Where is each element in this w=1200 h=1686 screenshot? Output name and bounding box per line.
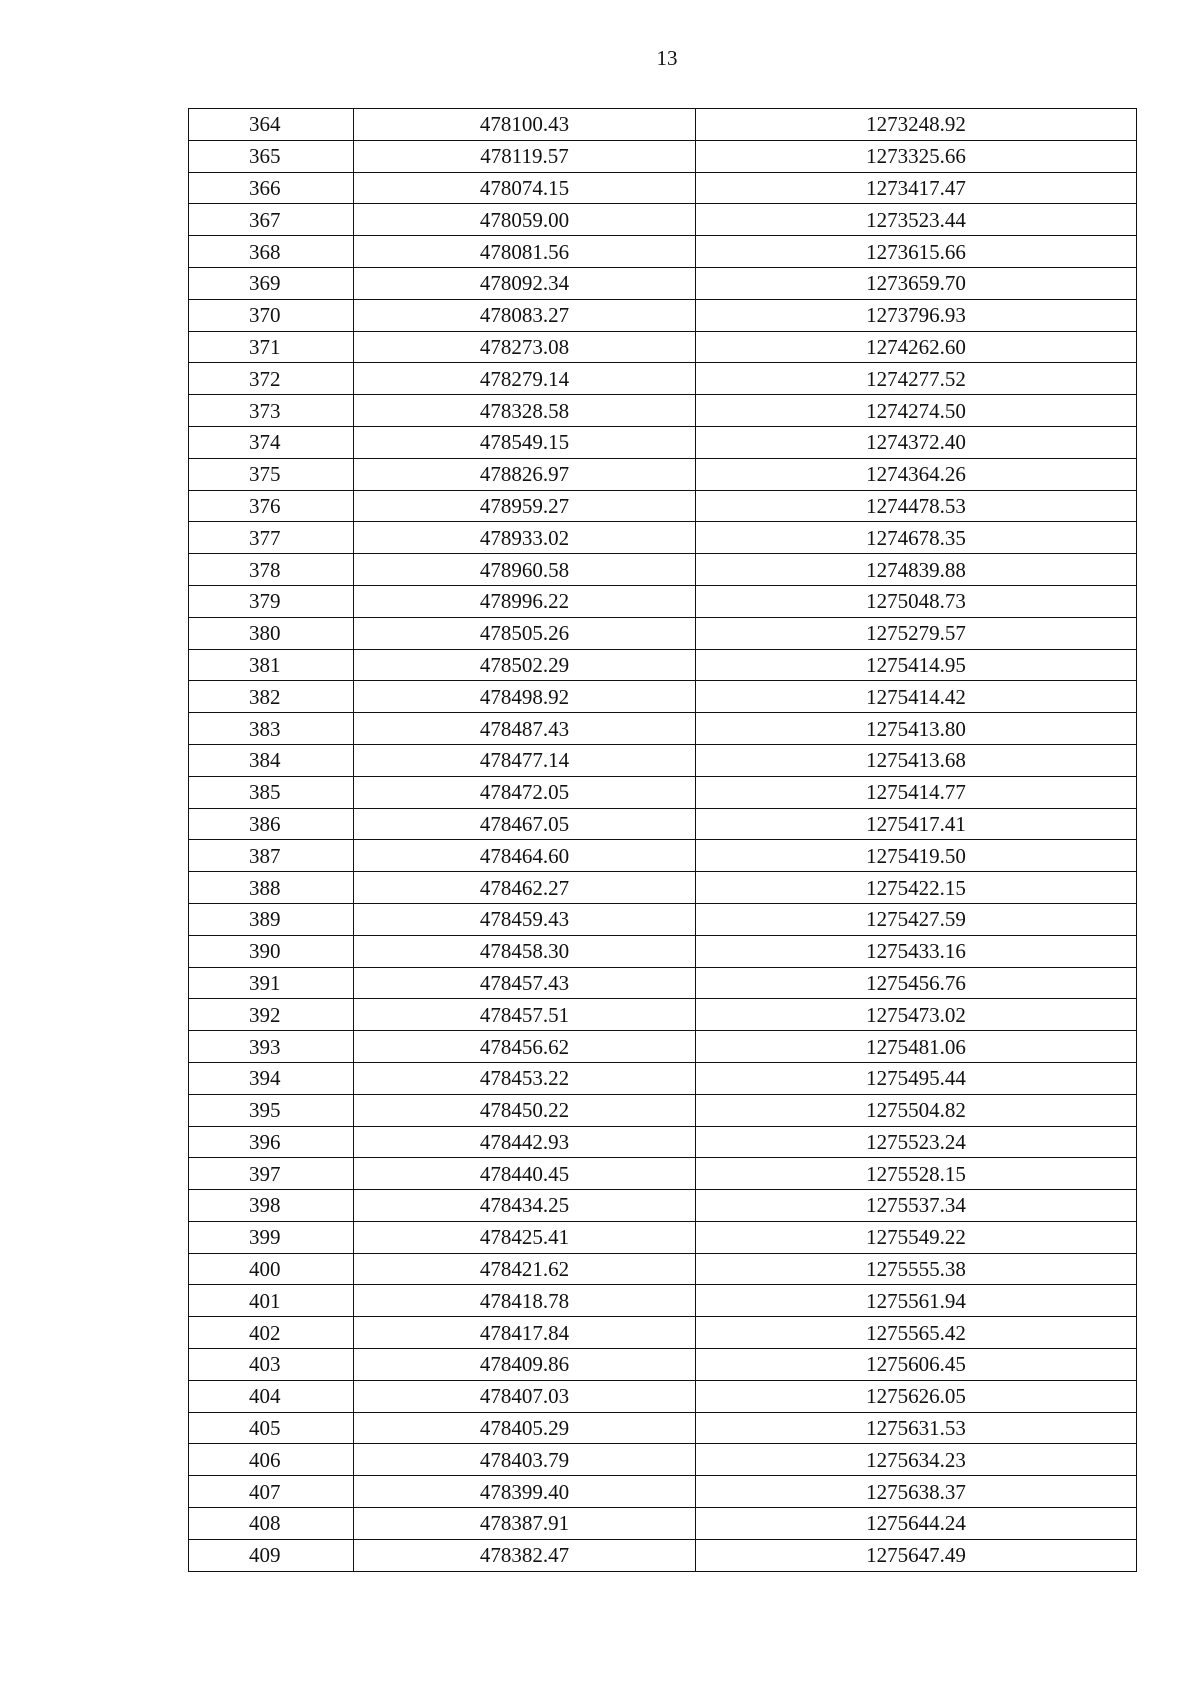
table-row [189, 1412, 1137, 1444]
point-number-cell: 380 [189, 617, 354, 649]
y-coordinate-cell: 1275626.05 [696, 1380, 1137, 1412]
x-coordinate-cell: 478459.43 [354, 903, 696, 935]
y-coordinate-cell: 1275528.15 [696, 1158, 1137, 1190]
y-coordinate-cell: 1275422.15 [696, 872, 1137, 904]
table-row [189, 1190, 1137, 1222]
point-number-cell: 385 [189, 776, 354, 808]
x-coordinate-cell: 478409.86 [354, 1349, 696, 1381]
point-number-cell: 397 [189, 1158, 354, 1190]
table-row [189, 267, 1137, 299]
y-coordinate-cell: 1275427.59 [696, 903, 1137, 935]
y-coordinate-cell: 1275481.06 [696, 1031, 1137, 1063]
point-number-cell: 370 [189, 299, 354, 331]
point-number-cell: 398 [189, 1190, 354, 1222]
x-coordinate-cell: 478442.93 [354, 1126, 696, 1158]
table-row [189, 585, 1137, 617]
point-number-cell: 375 [189, 458, 354, 490]
y-coordinate-cell: 1275473.02 [696, 999, 1137, 1031]
y-coordinate-cell: 1275631.53 [696, 1412, 1137, 1444]
y-coordinate-cell: 1273615.66 [696, 236, 1137, 268]
table-row [189, 617, 1137, 649]
point-number-cell: 379 [189, 585, 354, 617]
point-number-cell: 382 [189, 681, 354, 713]
point-number-cell: 386 [189, 808, 354, 840]
x-coordinate-cell: 478279.14 [354, 363, 696, 395]
table-row [189, 458, 1137, 490]
x-coordinate-cell: 478959.27 [354, 490, 696, 522]
point-number-cell: 374 [189, 426, 354, 458]
x-coordinate-cell: 478092.34 [354, 267, 696, 299]
x-coordinate-cell: 478100.43 [354, 109, 696, 141]
x-coordinate-cell: 478498.92 [354, 681, 696, 713]
table-row [189, 744, 1137, 776]
table-row [189, 1062, 1137, 1094]
x-coordinate-cell: 478458.30 [354, 935, 696, 967]
table-row [189, 681, 1137, 713]
y-coordinate-cell: 1275523.24 [696, 1126, 1137, 1158]
y-coordinate-cell: 1275549.22 [696, 1221, 1137, 1253]
table-row [189, 649, 1137, 681]
x-coordinate-cell: 478456.62 [354, 1031, 696, 1063]
table-row [189, 140, 1137, 172]
table-row [189, 935, 1137, 967]
y-coordinate-cell: 1274839.88 [696, 554, 1137, 586]
x-coordinate-cell: 478434.25 [354, 1190, 696, 1222]
table-row [189, 490, 1137, 522]
table-row [189, 236, 1137, 268]
table-row [189, 776, 1137, 808]
y-coordinate-cell: 1275638.37 [696, 1476, 1137, 1508]
table-row [189, 554, 1137, 586]
table-row [189, 1476, 1137, 1508]
page-number: 13 [656, 46, 678, 70]
point-number-cell: 399 [189, 1221, 354, 1253]
table-row [189, 1221, 1137, 1253]
x-coordinate-cell: 478425.41 [354, 1221, 696, 1253]
point-number-cell: 393 [189, 1031, 354, 1063]
table-row [189, 1317, 1137, 1349]
point-number-cell: 365 [189, 140, 354, 172]
point-number-cell: 366 [189, 172, 354, 204]
point-number-cell: 371 [189, 331, 354, 363]
x-coordinate-cell: 478933.02 [354, 522, 696, 554]
x-coordinate-cell: 478826.97 [354, 458, 696, 490]
table-row [189, 840, 1137, 872]
point-number-cell: 407 [189, 1476, 354, 1508]
x-coordinate-cell: 478464.60 [354, 840, 696, 872]
y-coordinate-cell: 1274364.26 [696, 458, 1137, 490]
x-coordinate-cell: 478960.58 [354, 554, 696, 586]
point-number-cell: 391 [189, 967, 354, 999]
x-coordinate-cell: 478440.45 [354, 1158, 696, 1190]
y-coordinate-cell: 1275537.34 [696, 1190, 1137, 1222]
y-coordinate-cell: 1275495.44 [696, 1062, 1137, 1094]
x-coordinate-cell: 478407.03 [354, 1380, 696, 1412]
x-coordinate-cell: 478059.00 [354, 204, 696, 236]
table-row [189, 1380, 1137, 1412]
table-row [189, 1158, 1137, 1190]
table-row [189, 363, 1137, 395]
y-coordinate-cell: 1275048.73 [696, 585, 1137, 617]
y-coordinate-cell: 1274372.40 [696, 426, 1137, 458]
x-coordinate-cell: 478403.79 [354, 1444, 696, 1476]
point-number-cell: 384 [189, 744, 354, 776]
table-row [189, 903, 1137, 935]
point-number-cell: 364 [189, 109, 354, 141]
point-number-cell: 395 [189, 1094, 354, 1126]
y-coordinate-cell: 1275504.82 [696, 1094, 1137, 1126]
y-coordinate-cell: 1274277.52 [696, 363, 1137, 395]
table-row [189, 1126, 1137, 1158]
y-coordinate-cell: 1275417.41 [696, 808, 1137, 840]
x-coordinate-cell: 478081.56 [354, 236, 696, 268]
table-row [189, 808, 1137, 840]
point-number-cell: 367 [189, 204, 354, 236]
coordinate-table-body [189, 109, 1137, 1572]
y-coordinate-cell: 1275555.38 [696, 1253, 1137, 1285]
y-coordinate-cell: 1275413.68 [696, 744, 1137, 776]
y-coordinate-cell: 1274262.60 [696, 331, 1137, 363]
point-number-cell: 392 [189, 999, 354, 1031]
point-number-cell: 404 [189, 1380, 354, 1412]
y-coordinate-cell: 1275433.16 [696, 935, 1137, 967]
y-coordinate-cell: 1273248.92 [696, 109, 1137, 141]
point-number-cell: 402 [189, 1317, 354, 1349]
y-coordinate-cell: 1275606.45 [696, 1349, 1137, 1381]
point-number-cell: 394 [189, 1062, 354, 1094]
y-coordinate-cell: 1274478.53 [696, 490, 1137, 522]
x-coordinate-cell: 478467.05 [354, 808, 696, 840]
table-row [189, 1094, 1137, 1126]
point-number-cell: 373 [189, 395, 354, 427]
table-row [189, 1444, 1137, 1476]
point-number-cell: 378 [189, 554, 354, 586]
table-row [189, 872, 1137, 904]
coordinate-table [188, 108, 1137, 1572]
y-coordinate-cell: 1275644.24 [696, 1508, 1137, 1540]
y-coordinate-cell: 1275647.49 [696, 1539, 1137, 1571]
x-coordinate-cell: 478453.22 [354, 1062, 696, 1094]
x-coordinate-cell: 478273.08 [354, 331, 696, 363]
y-coordinate-cell: 1273417.47 [696, 172, 1137, 204]
x-coordinate-cell: 478417.84 [354, 1317, 696, 1349]
point-number-cell: 409 [189, 1539, 354, 1571]
point-number-cell: 383 [189, 713, 354, 745]
y-coordinate-cell: 1274274.50 [696, 395, 1137, 427]
x-coordinate-cell: 478462.27 [354, 872, 696, 904]
y-coordinate-cell: 1275456.76 [696, 967, 1137, 999]
y-coordinate-cell: 1274678.35 [696, 522, 1137, 554]
point-number-cell: 377 [189, 522, 354, 554]
x-coordinate-cell: 478996.22 [354, 585, 696, 617]
point-number-cell: 408 [189, 1508, 354, 1540]
table-row [189, 967, 1137, 999]
point-number-cell: 400 [189, 1253, 354, 1285]
table-row [189, 713, 1137, 745]
y-coordinate-cell: 1275414.42 [696, 681, 1137, 713]
y-coordinate-cell: 1275565.42 [696, 1317, 1137, 1349]
x-coordinate-cell: 478457.43 [354, 967, 696, 999]
table-row [189, 1253, 1137, 1285]
point-number-cell: 401 [189, 1285, 354, 1317]
point-number-cell: 396 [189, 1126, 354, 1158]
y-coordinate-cell: 1275634.23 [696, 1444, 1137, 1476]
x-coordinate-cell: 478399.40 [354, 1476, 696, 1508]
y-coordinate-cell: 1273796.93 [696, 299, 1137, 331]
y-coordinate-cell: 1275419.50 [696, 840, 1137, 872]
point-number-cell: 372 [189, 363, 354, 395]
table-row [189, 172, 1137, 204]
x-coordinate-cell: 478502.29 [354, 649, 696, 681]
point-number-cell: 406 [189, 1444, 354, 1476]
table-row [189, 1349, 1137, 1381]
table-row [189, 204, 1137, 236]
y-coordinate-cell: 1275414.77 [696, 776, 1137, 808]
point-number-cell: 389 [189, 903, 354, 935]
x-coordinate-cell: 478487.43 [354, 713, 696, 745]
table-row [189, 331, 1137, 363]
table-row [189, 1508, 1137, 1540]
point-number-cell: 390 [189, 935, 354, 967]
x-coordinate-cell: 478421.62 [354, 1253, 696, 1285]
x-coordinate-cell: 478387.91 [354, 1508, 696, 1540]
x-coordinate-cell: 478382.47 [354, 1539, 696, 1571]
x-coordinate-cell: 478418.78 [354, 1285, 696, 1317]
x-coordinate-cell: 478457.51 [354, 999, 696, 1031]
y-coordinate-cell: 1275561.94 [696, 1285, 1137, 1317]
point-number-cell: 369 [189, 267, 354, 299]
point-number-cell: 388 [189, 872, 354, 904]
table-row [189, 1285, 1137, 1317]
point-number-cell: 376 [189, 490, 354, 522]
y-coordinate-cell: 1275279.57 [696, 617, 1137, 649]
x-coordinate-cell: 478405.29 [354, 1412, 696, 1444]
x-coordinate-cell: 478477.14 [354, 744, 696, 776]
table-row [189, 426, 1137, 458]
table-row [189, 1031, 1137, 1063]
x-coordinate-cell: 478083.27 [354, 299, 696, 331]
x-coordinate-cell: 478450.22 [354, 1094, 696, 1126]
x-coordinate-cell: 478119.57 [354, 140, 696, 172]
point-number-cell: 405 [189, 1412, 354, 1444]
table-row [189, 109, 1137, 141]
table-row [189, 1539, 1137, 1571]
y-coordinate-cell: 1273325.66 [696, 140, 1137, 172]
table-row [189, 999, 1137, 1031]
y-coordinate-cell: 1275414.95 [696, 649, 1137, 681]
x-coordinate-cell: 478549.15 [354, 426, 696, 458]
y-coordinate-cell: 1275413.80 [696, 713, 1137, 745]
point-number-cell: 368 [189, 236, 354, 268]
point-number-cell: 387 [189, 840, 354, 872]
table-row [189, 522, 1137, 554]
x-coordinate-cell: 478328.58 [354, 395, 696, 427]
x-coordinate-cell: 478472.05 [354, 776, 696, 808]
y-coordinate-cell: 1273659.70 [696, 267, 1137, 299]
table-row [189, 395, 1137, 427]
x-coordinate-cell: 478074.15 [354, 172, 696, 204]
y-coordinate-cell: 1273523.44 [696, 204, 1137, 236]
point-number-cell: 403 [189, 1349, 354, 1381]
x-coordinate-cell: 478505.26 [354, 617, 696, 649]
table-row [189, 299, 1137, 331]
point-number-cell: 381 [189, 649, 354, 681]
